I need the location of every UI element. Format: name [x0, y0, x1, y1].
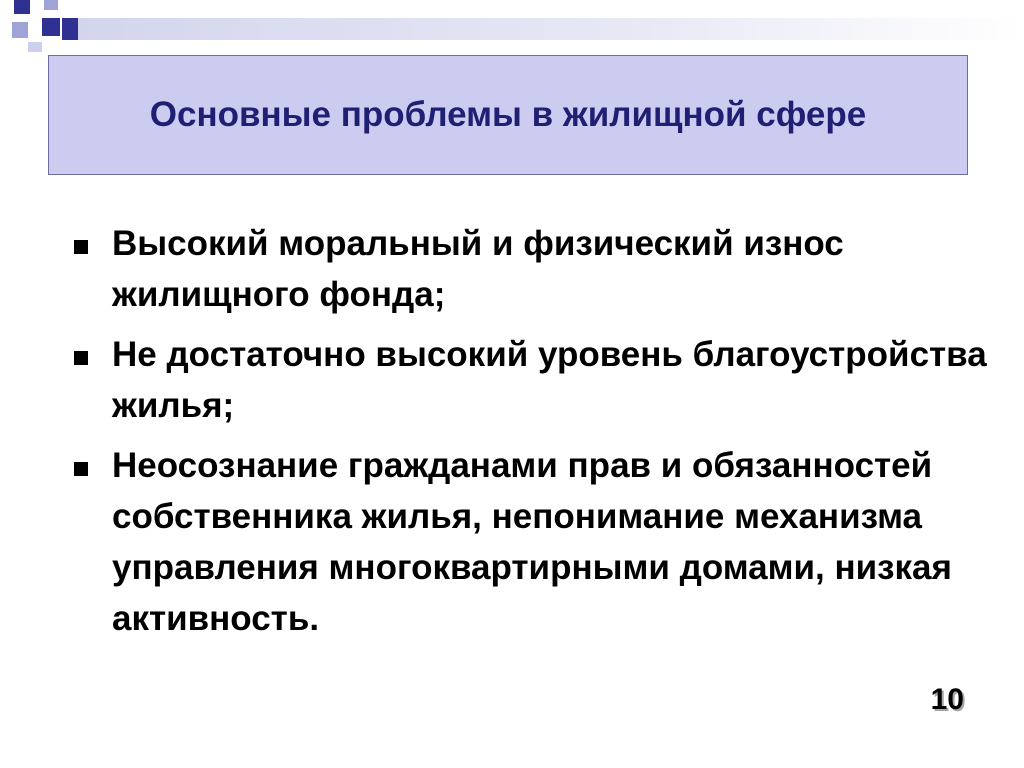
- page-number: 10: [930, 683, 964, 716]
- square-bullet-icon: [74, 351, 88, 365]
- decor-square-pale-bottom: [28, 42, 42, 52]
- decor-square-lavender-left: [12, 22, 28, 38]
- decor-square-navy-right: [62, 18, 78, 40]
- slide-title: Основные проблемы в жилищной сфере: [149, 95, 867, 135]
- bullet-text-1: Высокий моральный и физический износ жилищного фонда;: [112, 224, 844, 314]
- bullet-item-2: [70, 329, 990, 431]
- square-bullet-icon: [74, 240, 88, 254]
- decor-header-band: [78, 18, 1024, 40]
- slide-title-box: [48, 55, 968, 175]
- bullet-text-2: Не достаточно высокий уровень благоустройства жилья;: [112, 335, 987, 425]
- decor-square-navy-top: [14, 0, 30, 14]
- square-bullet-icon: [74, 462, 88, 476]
- decor-square-lavender-top: [44, 0, 58, 10]
- bullet-item-3: [70, 440, 990, 644]
- bullet-item-1: [70, 218, 990, 320]
- bullet-text-3: Неосознание гражданами прав и обязанностей собственника жилья, непонимание механизма управления многоквартирными домами, низкая активность.: [112, 446, 952, 638]
- bullet-list: [70, 218, 990, 653]
- decor-square-navy-middle: [42, 18, 60, 36]
